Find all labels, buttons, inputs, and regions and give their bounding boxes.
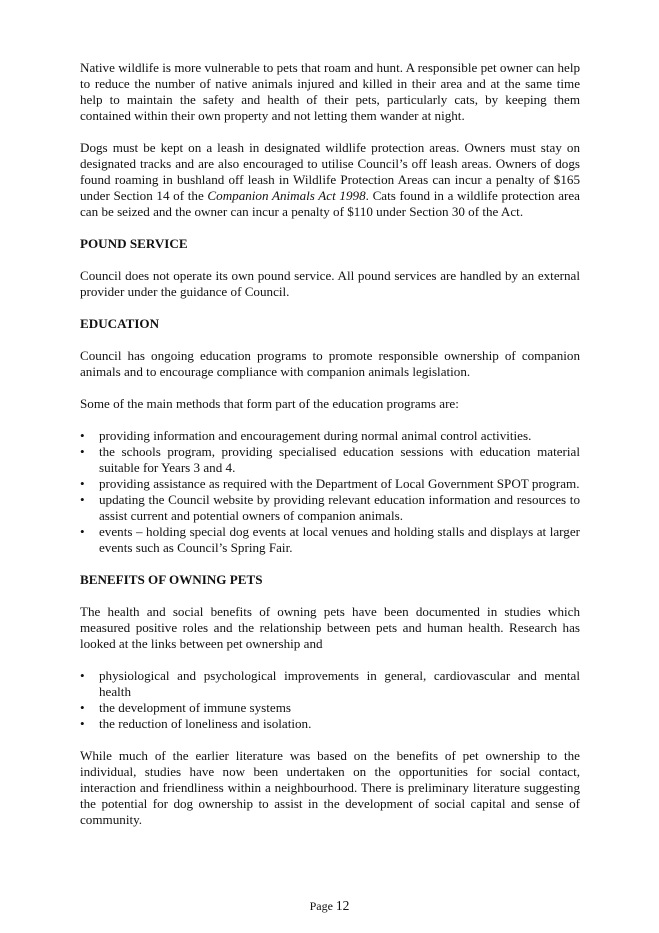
document-page: [80, 60, 580, 844]
intro-paragraph-2: [80, 140, 580, 220]
education-heading: EDUCATION: [80, 316, 160, 331]
intro-paragraph-2-start: Dogs must be kept on a leash in designated wildlife protection areas. Owners must stay on designated tracks and are also encouraged to utilise Council’s off leash areas. Owners of dogs found roaming in bushland off leash in Wildlife Protection Areas can incur a penalty of $165 under Section 14 of the: [80, 140, 580, 203]
education-methods-list: [80, 428, 580, 556]
benefits-paragraph-2: While much of the earlier literature was based on the benefits of pet ownership to the individual, studies have now been undertaken on the opportunities for social contact, interaction and friendliness within a neighbourhood. There is preliminary literature suggesting the potential for dog ownership to assist in the development of social capital and sense of community.: [80, 748, 580, 827]
act-title: Companion Animals Act 1998: [207, 188, 366, 203]
list-item: • physiological and psychological improvements in general, cardiovascular and mental health: [80, 668, 580, 700]
benefits-paragraph-1: The health and social benefits of owning pets have been documented in studies which measured positive roles and the relationship between pets and human health. Research has looked at the links between pet ownership and: [80, 604, 580, 651]
pound-service-paragraph: Council does not operate its own pound service. All pound services are handled by an external provider under the guidance of Council.: [80, 268, 580, 299]
benefits-heading: BENEFITS OF OWNING PETS: [80, 572, 263, 587]
list-item: • updating the Council website by providing relevant education information and resources to assist current and potential owners of companion animals.: [80, 492, 580, 524]
list-item: • the schools program, providing specialised education sessions with education material suitable for Years 3 and 4.: [80, 444, 580, 476]
pound-service-heading: POUND SERVICE: [80, 236, 188, 251]
education-paragraph-2: Some of the main methods that form part of the education programs are:: [80, 396, 459, 411]
benefits-list: [80, 668, 580, 732]
list-item: • providing assistance as required with the Department of Local Government SPOT program.: [80, 476, 580, 492]
intro-paragraph-2-end: . Cats found in a wildlife protection area can be seized and the owner can incur a penalty of $110 under Section 30 of the Act.: [80, 188, 580, 219]
page-number: 12: [335, 898, 350, 913]
page-label: Page: [309, 899, 333, 913]
intro-paragraph-1: Native wildlife is more vulnerable to pets that roam and hunt. A responsible pet owner can help to reduce the number of native animals injured and killed in their area and at the same time help to maintain the safety and health of their pets, particularly cats, by keeping them contained within their own property and not letting them wander at night.: [80, 60, 580, 123]
list-item: • the development of immune systems: [80, 700, 580, 716]
list-item: • the reduction of loneliness and isolation.: [80, 716, 580, 732]
page-footer: [0, 898, 659, 914]
list-item: • events – holding special dog events at local venues and holding stalls and displays at larger events such as Council’s Spring Fair.: [80, 524, 580, 556]
list-item: • providing information and encouragement during normal animal control activities.: [80, 428, 580, 444]
education-paragraph-1: Council has ongoing education programs to promote responsible ownership of companion animals and to encourage compliance with companion animals legislation.: [80, 348, 580, 379]
